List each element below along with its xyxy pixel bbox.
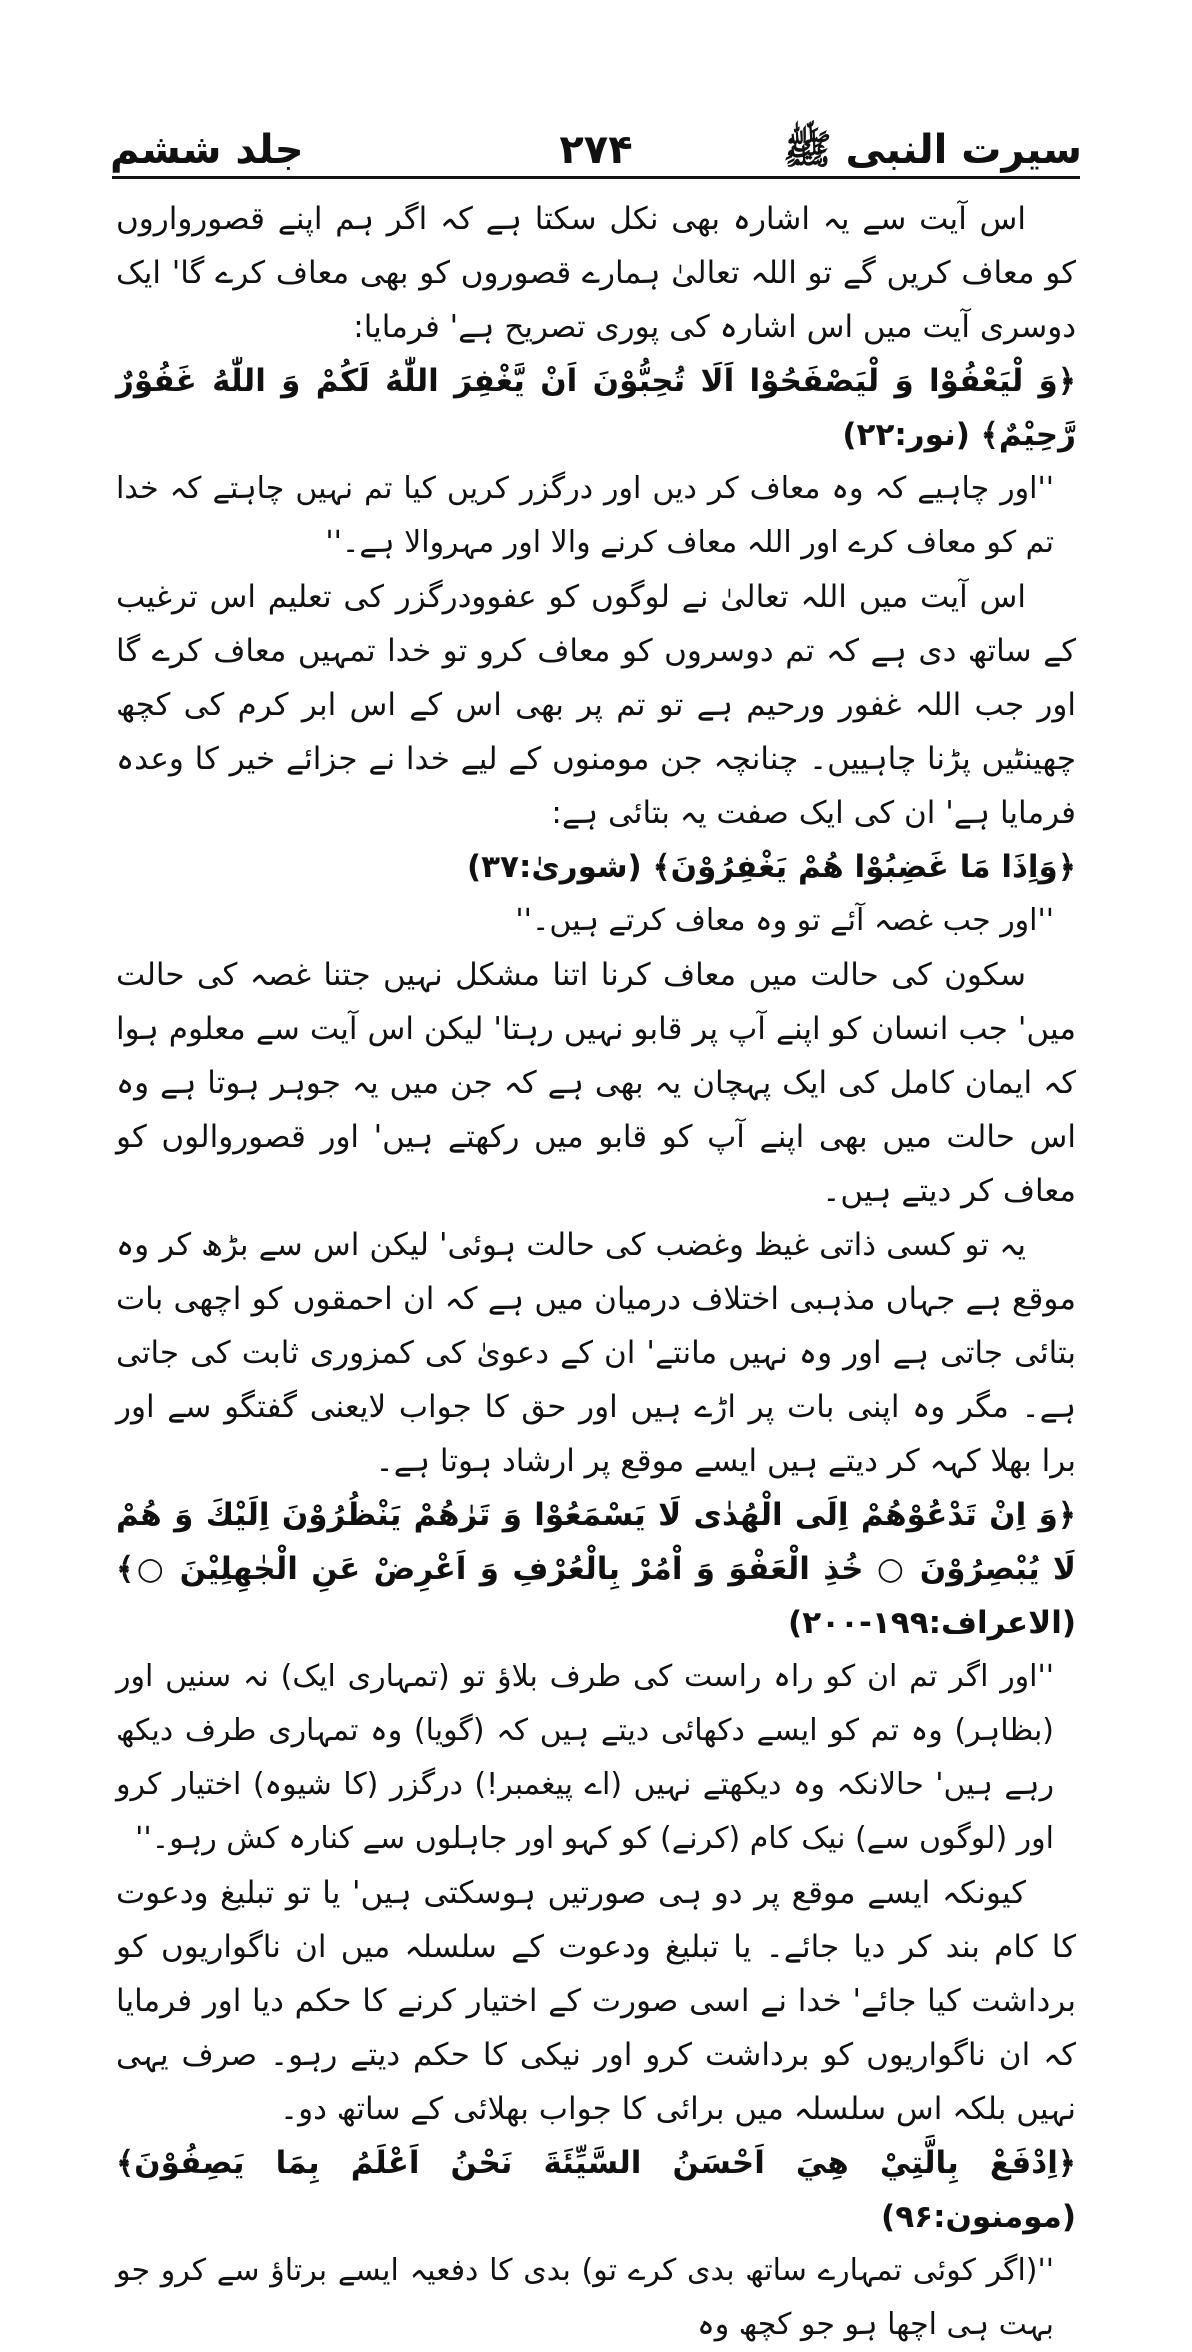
volume-label: جلد ششم: [110, 127, 304, 173]
verse-translation: ''اور چاہیے کہ وہ معاف کر دیں اور درگزر کریں کیا تم نہیں چاہتے کہ خدا تم کو معاف کرے اور اللہ معاف کرنے والا اور مہروالا ہے۔'': [116, 471, 1054, 560]
paragraph: اس آیت سے یہ اشارہ بھی نکل سکتا ہے کہ اگر ہم اپنے قصورواروں کو معاف کریں گے تو اللہ تعالیٰ ہمارے قصوروں کو بھی معاف کرے گا' ایک دوسری آیت میں اس اشارہ کی پوری تصریح ہے' فرمایا:: [116, 201, 1076, 345]
verse-translation: ''(اگر کوئی تمہارے ساتھ بدی کرے تو) بدی کا دفعیہ ایسے برتاؤ سے کرو جو بہت ہی اچھا ہو جو کچھ وہ: [116, 2253, 1054, 2342]
book-title: سیرت النبی ﷺ: [783, 127, 1082, 173]
page-header: [110, 100, 1082, 173]
quran-verse: ﴿وَاِذَا مَا غَضِبُوْا هُمْ يَغْفِرُوْنَ﴾ (شوریٰ:۳۷): [466, 849, 1076, 885]
page-number: ۲۷۴: [559, 127, 633, 173]
verse-translation: ''اور جب غصہ آئے تو وہ معاف کرتے ہیں۔'': [515, 903, 1054, 938]
quran-verse: ﴿اِدْفَعْ بِالَّتِيْ هِيَ اَحْسَنُ السَّيِّئَةَ نَحْنُ اَعْلَمُ بِمَا يَصِفُوْنَ﴾ (مومنون:۹۶): [116, 2145, 1076, 2235]
paragraph: کیونکہ ایسے موقع پر دو ہی صورتیں ہوسکتی ہیں' یا تو تبلیغ ودعوت کا کام بند کر دیا جائے۔ یا تبلیغ ودعوت کے سلسلہ میں ان ناگواریوں کو برداشت کیا جائے' خدا نے اسی صورت کے اختیار کرنے کا حکم دیا اور فرمایا کہ ان ناگواریوں کو برداشت کرو اور نیکی کا حکم دیتے رہو۔ صرف یہی نہیں بلکہ اس سلسلہ میں برائی کا جواب بھلائی کے ساتھ دو۔: [116, 1875, 1076, 2127]
quran-verse: ﴿وَ اِنْ تَدْعُوْهُمْ اِلَى الْهُدٰى لَا يَسْمَعُوْا وَ تَرٰهُمْ يَنْظُرُوْنَ اِلَيْكَ وَ هُمْ لَا يُبْصِرُوْنَ ○ خُذِ الْعَفْوَ وَ اْمُرْ بِالْعُرْفِ وَ اَعْرِضْ عَنِ الْجٰهِلِيْنَ ○﴾ (الاعراف:۱۹۹-۲۰۰): [116, 1497, 1076, 1641]
paragraph: سکون کی حالت میں معاف کرنا اتنا مشکل نہیں جتنا غصہ کی حالت میں' جب انسان کو اپنے آپ پر قابو نہیں رہتا' لیکن اس آیت سے معلوم ہوا کہ ایمان کامل کی ایک پہچان یہ بھی ہے کہ جن میں یہ جوہر ہوتا ہے وہ اس حالت میں بھی اپنے آپ کو قابو میں رکھتے ہیں' اور قصوروالوں کو معاف کر دیتے ہیں۔: [116, 957, 1076, 1209]
verse-translation: ''اور اگر تم ان کو راہ راست کی طرف بلاؤ تو (تمہاری ایک) نہ سنیں اور (بظاہر) وہ تم کو ایسے دکھائی دیتے ہیں کہ (گویا) وہ تمہاری طرف دیکھ رہے ہیں' حالانکہ وہ دیکھتے نہیں (اے پیغمبر!) درگزر (کا شیوہ) اختیار کرو اور (لوگوں سے) نیک کام (کرنے) کو کہو اور جاہلوں سے کنارہ کش رہو۔'': [116, 1659, 1054, 1856]
quran-verse: ﴿وَ لْيَعْفُوْا وَ لْيَصْفَحُوْا اَلَا تُحِبُّوْنَ اَنْ يَّغْفِرَ اللّٰهُ لَكُمْ وَ اللّٰهُ غَفُوْرٌ رَّحِيْمٌ﴾ (نور:۲۲): [116, 363, 1076, 453]
page-body: [116, 192, 1076, 2342]
paragraph: اس آیت میں اللہ تعالیٰ نے لوگوں کو عفوودرگزر کی تعلیم اس ترغیب کے ساتھ دی ہے کہ تم دوسروں کو معاف کرو تو خدا تمہیں معاف کرے گا اور جب اللہ غفور ورحیم ہے تو تم پر بھی اس کے اس ابر کرم کی کچھ چھینٹیں پڑنا چاہییں۔ چنانچہ جن مومنوں کے لیے خدا نے جزائے خیر کا وعدہ فرمایا ہے' ان کی ایک صفت یہ بتائی ہے:: [116, 579, 1076, 831]
paragraph: یہ تو کسی ذاتی غیظ وغضب کی حالت ہوئی' لیکن اس سے بڑھ کر وہ موقع ہے جہاں مذہبی اختلاف درمیان میں ہے کہ ان احمقوں کو اچھی بات بتائی جاتی ہے اور وہ نہیں مانتے' ان کے دعویٰ کی کمزوری ثابت کی جاتی ہے۔ مگر وہ اپنی بات پر اڑے ہیں اور حق کا جواب لایعنی گفتگو سے اور برا بھلا کہہ کر دیتے ہیں ایسے موقع پر ارشاد ہوتا ہے۔: [116, 1227, 1076, 1479]
header-rule: [112, 176, 1080, 179]
